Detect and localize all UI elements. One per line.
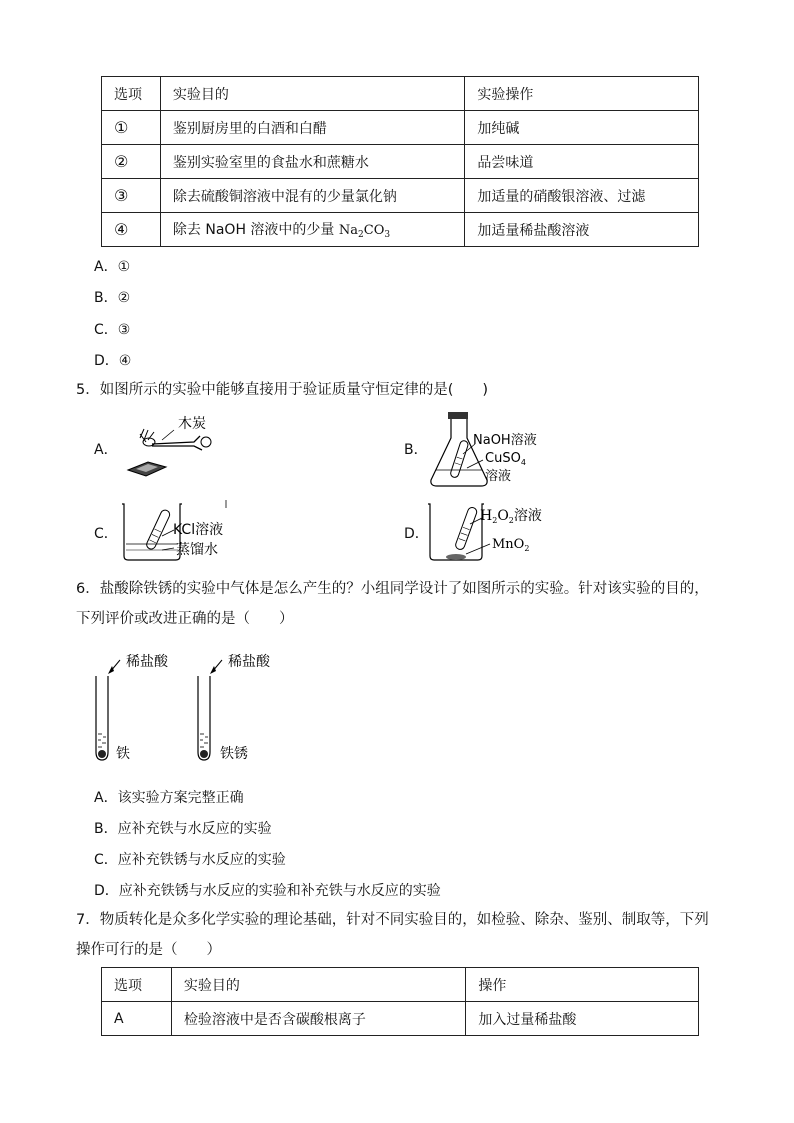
label-cuso4 — [485, 451, 526, 467]
q6-stem-line1: 6．盐酸除铁锈的实验中气体是怎么产生的？小组同学设计了如图所示的实验。针对该实验的目的， — [76, 581, 709, 597]
label-h2o2 — [480, 507, 542, 525]
tube1-bottom-label: 铁 — [116, 746, 130, 762]
table-cell: 除去硫酸铜溶液中混有的少量氯化钠 — [160, 179, 464, 213]
header-cell: 实验操作 — [465, 77, 699, 111]
table-row — [102, 1002, 699, 1036]
table-cell: 加适量的硝酸银溶液、过滤 — [465, 179, 699, 213]
q4-option-b: B．② — [94, 290, 131, 306]
table-cell: 加适量稀盐酸溶液 — [465, 213, 699, 247]
tube2-top-label: 稀盐酸 — [228, 654, 270, 670]
table-cell: ③ — [102, 179, 161, 213]
label-solution: 溶液 — [485, 469, 512, 484]
q6-option-b: B．应补充铁与水反应的实验 — [94, 821, 272, 837]
header-cell: 选项 — [102, 77, 161, 111]
q5-option-d-letter: D． — [404, 526, 429, 542]
h2o2-o: O — [497, 508, 509, 524]
q7-stem-line1: 7．物质转化是众多化学实验的理论基础，针对不同实验目的，如检验、除杂、鉴别、制取等，下列 — [76, 912, 709, 928]
h2o2-h: H — [480, 508, 493, 524]
table-header-row — [102, 77, 699, 111]
label-cuso4-subscript: 4 — [520, 458, 526, 467]
q6-option-d: D．应补充铁锈与水反应的实验和补充铁与水反应的实验 — [94, 883, 441, 899]
label-kcl-solution: KCl溶液 — [173, 522, 224, 538]
q7-table — [101, 967, 699, 1036]
q4-table — [101, 76, 699, 247]
label-charcoal: 木炭 — [178, 416, 206, 432]
table-cell — [160, 213, 464, 247]
tube2-bottom-label: 铁锈 — [220, 746, 248, 762]
beaker-kcl-figure — [116, 498, 246, 564]
table-row — [102, 179, 699, 213]
q4-option-c: C．③ — [94, 322, 131, 338]
charcoal-burning-figure — [122, 412, 232, 480]
table-row — [102, 213, 699, 247]
q5-option-b-letter: B． — [404, 442, 428, 458]
table-row — [102, 145, 699, 179]
table-row — [102, 111, 699, 145]
header-cell: 选项 — [102, 968, 172, 1002]
label-distilled-water: 蒸馏水 — [176, 542, 218, 558]
formula-subscript: 2 — [358, 230, 364, 240]
mno2-sub: 2 — [524, 544, 530, 553]
table-cell: 检验溶液中是否含碳酸根离子 — [171, 1002, 465, 1036]
table-cell: 加纯碱 — [465, 111, 699, 145]
q6-stem-line2: 下列评价或改进正确的是（ ） — [76, 611, 294, 627]
table-cell: 鉴别厨房里的白酒和白醋 — [160, 111, 464, 145]
formula — [339, 223, 390, 238]
table-cell: 鉴别实验室里的食盐水和蔗糖水 — [160, 145, 464, 179]
header-cell: 实验目的 — [171, 968, 465, 1002]
formula-part: Na — [338, 223, 359, 238]
q5-option-c-letter: C． — [94, 526, 118, 542]
table-cell: A — [102, 1002, 172, 1036]
formula-part: CO — [363, 223, 385, 238]
q6-option-a: A．该实验方案完整正确 — [94, 790, 244, 806]
q5-stem: 5．如图所示的实验中能够直接用于验证质量守恒定律的是( ) — [76, 382, 489, 398]
q4-option-a: A．① — [94, 259, 131, 275]
header-cell: 操作 — [466, 968, 699, 1002]
label-cuso4-base: CuSO — [485, 451, 521, 466]
table-header-row — [102, 968, 699, 1002]
label-mno2 — [492, 537, 529, 553]
table-cell: 加入过量稀盐酸 — [466, 1002, 699, 1036]
beaker-h2o2-mno2-figure — [426, 498, 556, 564]
q7-stem-line2: 操作可行的是（ ） — [76, 942, 221, 958]
table-cell: ④ — [102, 213, 161, 247]
table-cell: 品尝味道 — [465, 145, 699, 179]
h2o2-sub2: 2 — [508, 516, 514, 525]
q6-option-c: C．应补充铁锈与水反应的实验 — [94, 852, 286, 868]
q5-option-a-letter: A． — [94, 442, 118, 458]
q4-option-d: D．④ — [94, 353, 132, 369]
flask-naoh-cuso4-figure — [425, 410, 560, 490]
h2o2-solution-text: 溶液 — [513, 508, 542, 524]
table-cell: ① — [102, 111, 161, 145]
h2o2-sub1: 2 — [492, 516, 498, 525]
table-cell: ② — [102, 145, 161, 179]
cell-text: 除去 NaOH 溶液中的少量 — [172, 222, 339, 238]
tube1-top-label: 稀盐酸 — [126, 654, 168, 670]
formula-subscript: 3 — [384, 230, 391, 240]
test-tubes-figure — [86, 648, 286, 766]
mno2-base: MnO — [492, 537, 525, 552]
label-naoh-solution: NaOH溶液 — [473, 433, 537, 448]
header-cell: 实验目的 — [160, 77, 464, 111]
